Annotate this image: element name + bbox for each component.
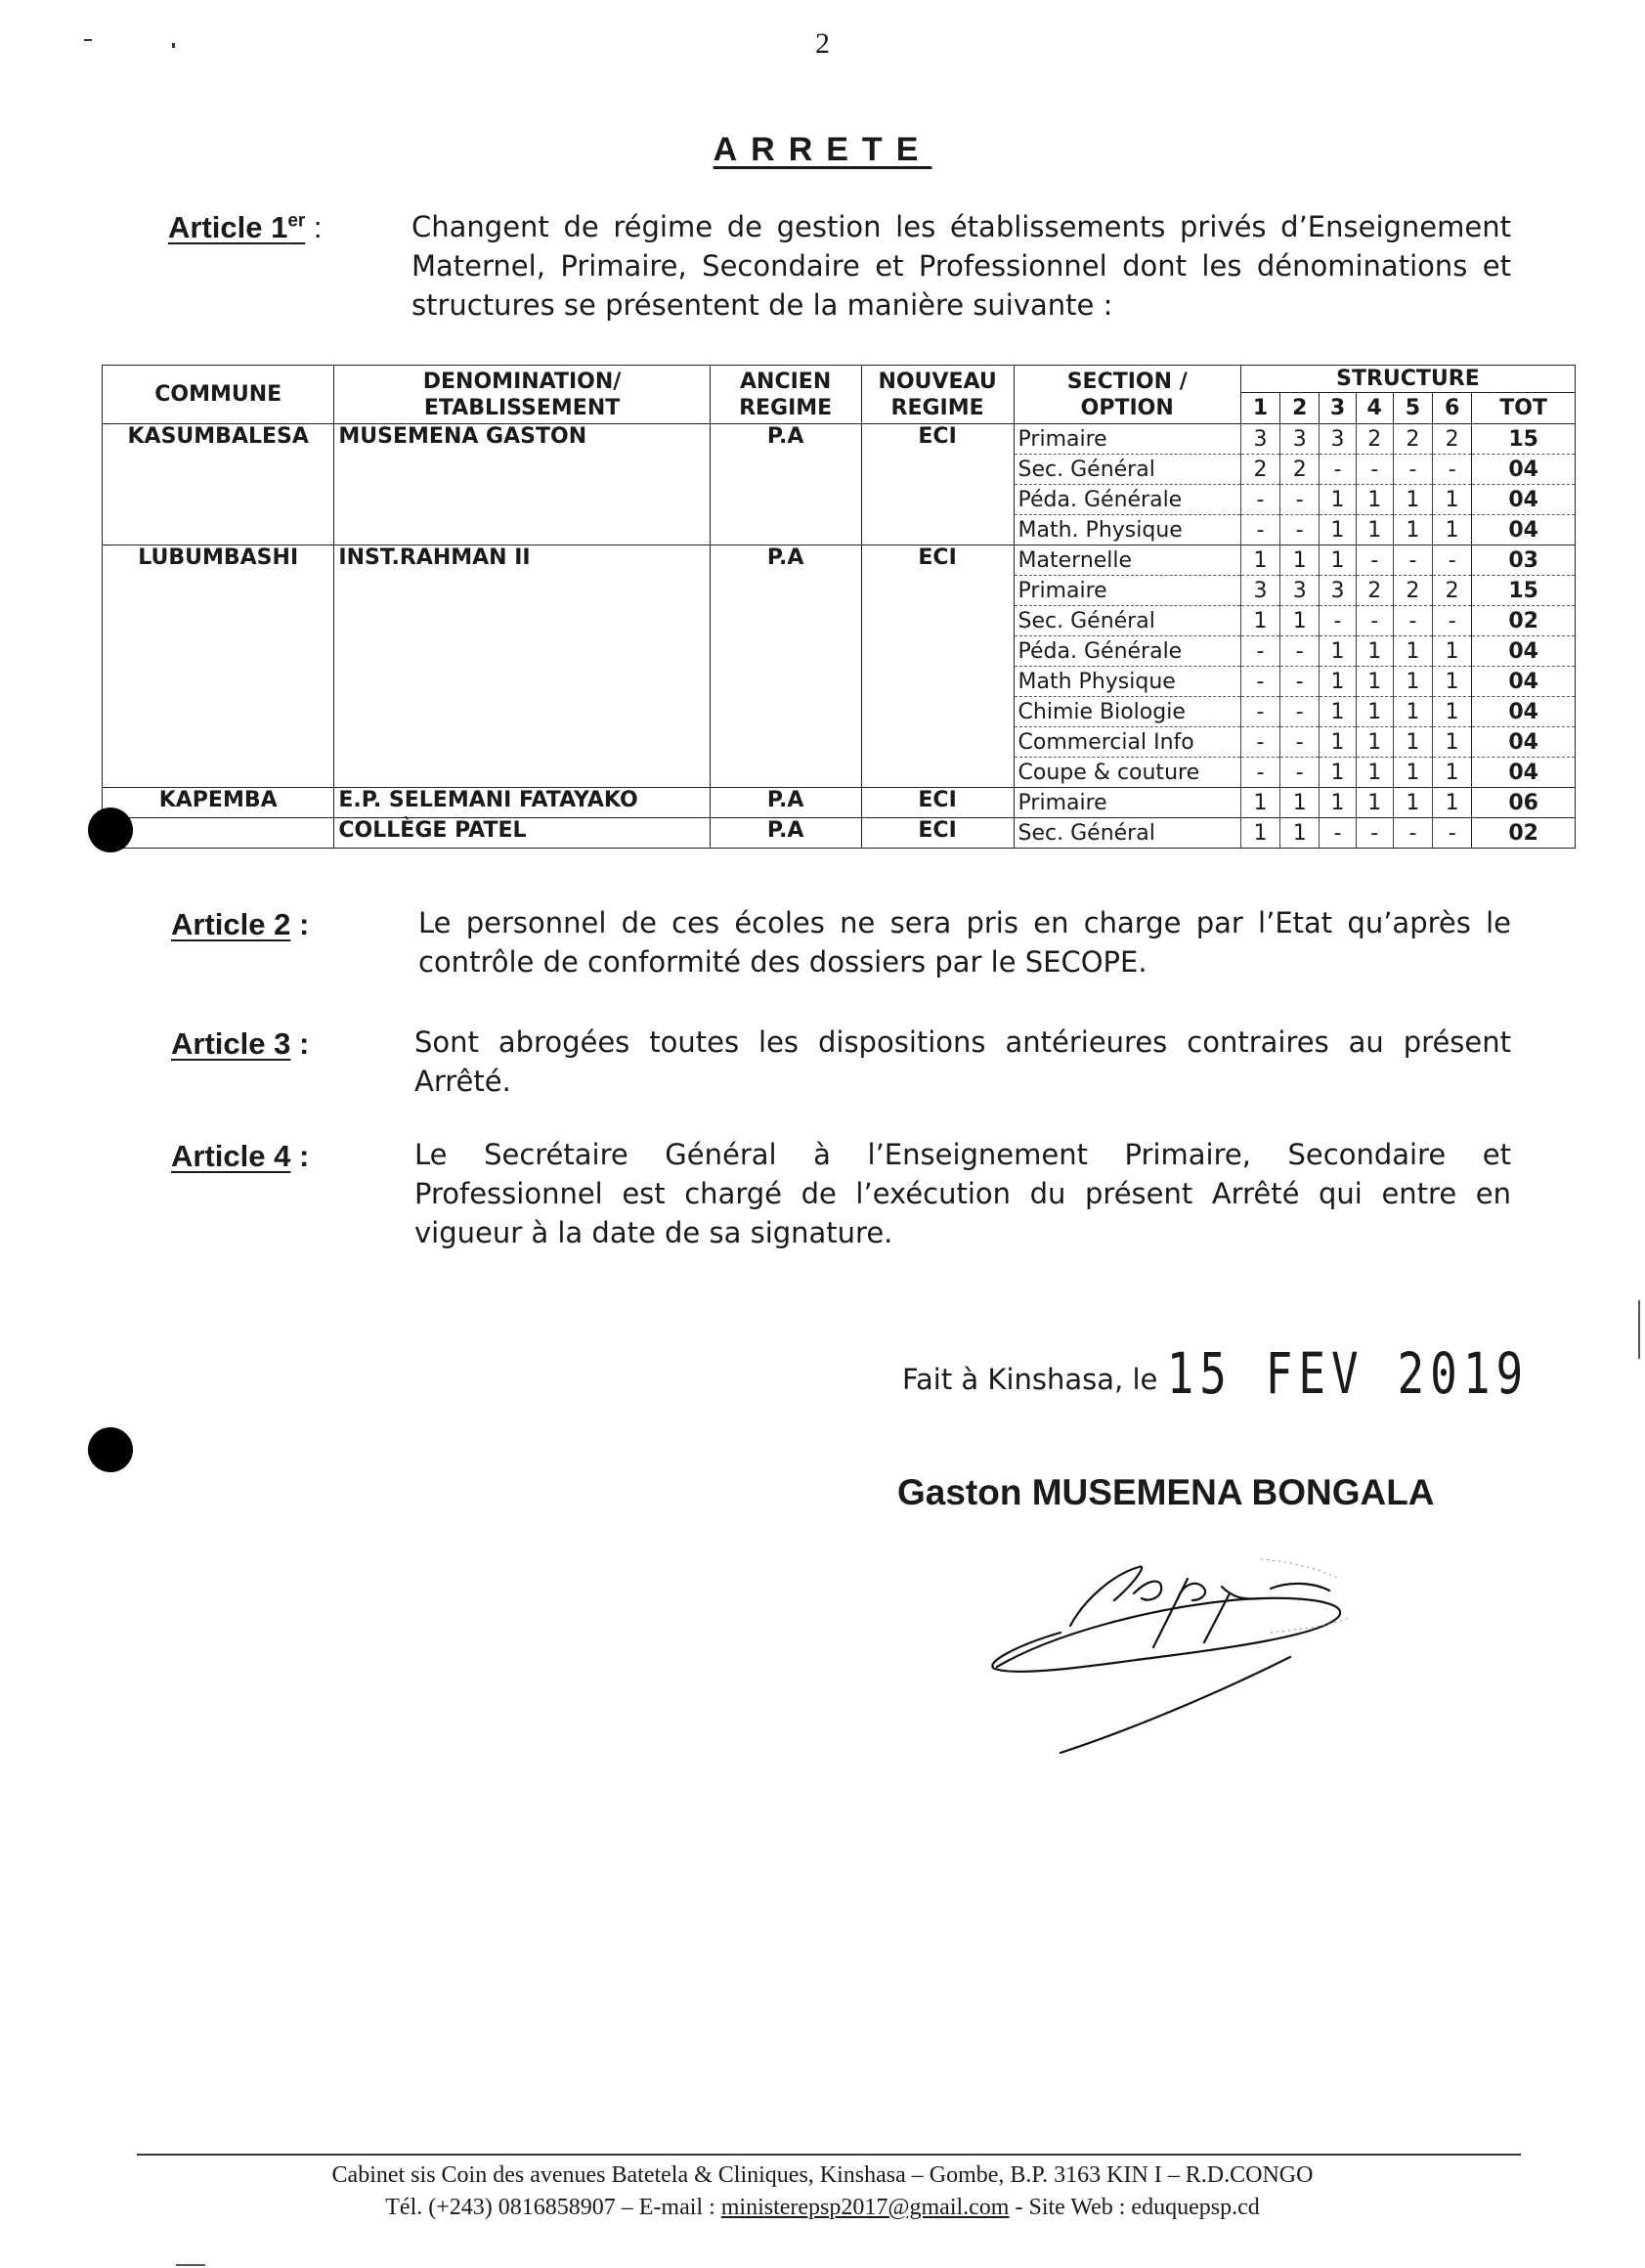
header-level: 4 [1356, 393, 1393, 424]
cell-level-3: 1 [1320, 697, 1356, 727]
cell-level-6: 1 [1433, 758, 1472, 788]
cell-level-6: - [1433, 818, 1472, 849]
cell-level-5: 1 [1393, 727, 1432, 758]
cell-section: Math. Physique [1014, 515, 1240, 545]
place-date [902, 1340, 1530, 1407]
cell-level-2: 1 [1280, 818, 1320, 849]
cell-level-6: 1 [1433, 636, 1472, 667]
cell-level-1: - [1240, 758, 1279, 788]
cell-section: Péda. Générale [1014, 485, 1240, 515]
header-commune: COMMUNE [103, 366, 334, 424]
article-2-label: Article 2 : [171, 907, 310, 941]
cell-level-2: 1 [1280, 606, 1320, 636]
cell-level-5: - [1393, 606, 1432, 636]
cell-level-2: - [1280, 697, 1320, 727]
cell-tot: 02 [1472, 606, 1576, 636]
cell-level-4: 1 [1356, 515, 1393, 545]
cell-level-6: 2 [1433, 576, 1472, 606]
table-row [103, 545, 1576, 576]
header-ancien-regime: ANCIEN REGIME [710, 366, 861, 424]
cell-level-4: 1 [1356, 758, 1393, 788]
cell-level-5: 2 [1393, 576, 1432, 606]
cell-level-3: - [1320, 606, 1356, 636]
article-4-text: Le Secrétaire Général à l’Enseignement Primaire, Secondaire et Professionnel est chargé de l’exécution du présent Arrêté qui entre en vigueur à la date de sa signature. [414, 1138, 1511, 1249]
cell-level-4: 1 [1356, 636, 1393, 667]
cell-section: Péda. Générale [1014, 636, 1240, 667]
cell-level-6: 1 [1433, 667, 1472, 697]
cell-level-5: - [1393, 455, 1432, 485]
cell-section: Maternelle [1014, 545, 1240, 576]
cell-level-1: - [1240, 667, 1279, 697]
table-row [103, 818, 1576, 849]
cell-level-6: 1 [1433, 485, 1472, 515]
cell-level-2: - [1280, 727, 1320, 758]
cell-level-1: - [1240, 727, 1279, 758]
cell-level-3: 1 [1320, 515, 1356, 545]
cell-nouveau-regime: ECI [861, 545, 1014, 788]
cell-level-6: 1 [1433, 697, 1472, 727]
cell-level-2: 2 [1280, 455, 1320, 485]
cell-level-2: 3 [1280, 424, 1320, 455]
cell-level-1: - [1240, 485, 1279, 515]
cell-level-5: 1 [1393, 788, 1432, 818]
cell-level-6: 1 [1433, 727, 1472, 758]
structure-table [102, 365, 1576, 849]
cell-etablissement: E.P. SELEMANI FATAYAKO [334, 788, 710, 818]
cell-level-4: - [1356, 606, 1393, 636]
cell-level-2: - [1280, 758, 1320, 788]
cell-level-2: 1 [1280, 788, 1320, 818]
cell-tot: 02 [1472, 818, 1576, 849]
scan-mark [176, 2264, 205, 2266]
cell-level-1: 1 [1240, 606, 1279, 636]
cell-level-5: - [1393, 818, 1432, 849]
cell-level-2: - [1280, 636, 1320, 667]
cell-level-5: 1 [1393, 758, 1432, 788]
cell-level-1: 1 [1240, 545, 1279, 576]
cell-level-3: 1 [1320, 758, 1356, 788]
cell-tot: 04 [1472, 697, 1576, 727]
cell-tot: 06 [1472, 788, 1576, 818]
cell-level-3: 1 [1320, 485, 1356, 515]
cell-level-4: - [1356, 455, 1393, 485]
header-level: 6 [1433, 393, 1472, 424]
cell-level-1: 3 [1240, 424, 1279, 455]
cell-nouveau-regime: ECI [861, 788, 1014, 818]
header-level: 5 [1393, 393, 1432, 424]
cell-level-4: 2 [1356, 576, 1393, 606]
cell-level-5: 2 [1393, 424, 1432, 455]
cell-tot: 03 [1472, 545, 1576, 576]
cell-level-6: 1 [1433, 788, 1472, 818]
cell-level-5: 1 [1393, 697, 1432, 727]
footer-email-link[interactable]: ministerepsp2017@gmail.com [720, 2195, 1010, 2220]
cell-level-5: - [1393, 545, 1432, 576]
cell-level-6: 1 [1433, 515, 1472, 545]
cell-level-1: - [1240, 697, 1279, 727]
cell-level-6: - [1433, 545, 1472, 576]
header-level: 2 [1280, 393, 1320, 424]
header-tot: TOT [1472, 393, 1576, 424]
cell-section: Chimie Biologie [1014, 697, 1240, 727]
cell-commune: LUBUMBASHI [103, 545, 334, 788]
cell-section: Math Physique [1014, 667, 1240, 697]
cell-level-1: - [1240, 636, 1279, 667]
header-level: 1 [1240, 393, 1279, 424]
article-3-label: Article 3 : [171, 1026, 310, 1061]
cell-level-5: 1 [1393, 636, 1432, 667]
scan-mark [1638, 1300, 1640, 1359]
cell-tot: 15 [1472, 424, 1576, 455]
cell-level-6: 2 [1433, 424, 1472, 455]
cell-level-6: - [1433, 455, 1472, 485]
cell-section: Sec. Général [1014, 455, 1240, 485]
cell-level-3: 1 [1320, 727, 1356, 758]
cell-tot: 04 [1472, 455, 1576, 485]
cell-level-3: - [1320, 818, 1356, 849]
article-1-text: Changent de régime de gestion les établissements privés d’Enseignement Maternel, Primaire, Secondaire et Professionnel dont les dénominations et structures se présentent de la manière suivante : [411, 210, 1511, 322]
cell-level-3: 1 [1320, 636, 1356, 667]
cell-section: Sec. Général [1014, 606, 1240, 636]
cell-section: Primaire [1014, 788, 1240, 818]
cell-level-2: 1 [1280, 545, 1320, 576]
cell-level-4: 1 [1356, 485, 1393, 515]
cell-tot: 04 [1472, 727, 1576, 758]
cell-ancien-regime: P.A [710, 545, 861, 788]
article-2-text: Le personnel de ces écoles ne sera pris en charge par l’Etat qu’après le contrôle de conformité des dossiers par le SECOPE. [418, 906, 1511, 979]
cell-level-1: 1 [1240, 788, 1279, 818]
cell-nouveau-regime: ECI [861, 818, 1014, 849]
cell-tot: 15 [1472, 576, 1576, 606]
cell-commune: KASUMBALESA [103, 424, 334, 545]
cell-tot: 04 [1472, 667, 1576, 697]
header-section-option: SECTION / OPTION [1014, 366, 1240, 424]
cell-level-2: - [1280, 515, 1320, 545]
cell-etablissement: MUSEMENA GASTON [334, 424, 710, 545]
punch-hole [88, 807, 133, 852]
cell-tot: 04 [1472, 485, 1576, 515]
cell-etablissement: COLLÈGE PATEL [334, 818, 710, 849]
cell-level-2: - [1280, 667, 1320, 697]
cell-level-1: 3 [1240, 576, 1279, 606]
cell-section: Sec. Général [1014, 818, 1240, 849]
punch-hole [88, 1427, 133, 1472]
table-row [103, 788, 1576, 818]
cell-level-4: 1 [1356, 697, 1393, 727]
cell-commune: KAPEMBA [103, 788, 334, 818]
cell-etablissement: INST.RAHMAN II [334, 545, 710, 788]
cell-level-4: 1 [1356, 667, 1393, 697]
page-number: 2 [815, 27, 830, 60]
stamp-date: 15 FEV 2019 [1166, 1340, 1530, 1407]
cell-level-4: 1 [1356, 788, 1393, 818]
cell-section: Coupe & couture [1014, 758, 1240, 788]
cell-tot: 04 [1472, 515, 1576, 545]
place-text: Fait à Kinshasa, le [902, 1363, 1158, 1396]
cell-level-3: 1 [1320, 788, 1356, 818]
document-title: ARRETE [713, 131, 932, 168]
cell-level-6: - [1433, 606, 1472, 636]
cell-level-2: 3 [1280, 576, 1320, 606]
cell-level-3: 1 [1320, 667, 1356, 697]
header-denomination: DENOMINATION/ ETABLISSEMENT [334, 366, 710, 424]
cell-level-3: 1 [1320, 545, 1356, 576]
article-1-label: Article 1er : [168, 210, 323, 244]
header-level: 3 [1320, 393, 1356, 424]
signer-name: Gaston MUSEMENA BONGALA [897, 1472, 1435, 1512]
header-structure: STRUCTURE [1240, 366, 1575, 393]
signature [977, 1540, 1368, 1755]
cell-level-5: 1 [1393, 515, 1432, 545]
cell-level-4: - [1356, 545, 1393, 576]
footer-contact: Tél. (+243) 0816858907 – E-mail : ministerepsp2017@gmail.com - Site Web : eduquepsp.cd [385, 2195, 1260, 2220]
cell-level-5: 1 [1393, 667, 1432, 697]
cell-level-5: 1 [1393, 485, 1432, 515]
header-nouveau-regime: NOUVEAU REGIME [861, 366, 1014, 424]
cell-level-1: 2 [1240, 455, 1279, 485]
cell-nouveau-regime: ECI [861, 424, 1014, 545]
cell-level-4: 2 [1356, 424, 1393, 455]
cell-level-4: 1 [1356, 727, 1393, 758]
footer-rule [137, 2154, 1521, 2156]
footer-address: Cabinet sis Coin des avenues Batetela & Cliniques, Kinshasa – Gombe, B.P. 3163 KIN I – R.D.CONGO [331, 2162, 1314, 2188]
cell-tot: 04 [1472, 636, 1576, 667]
cell-level-3: 3 [1320, 424, 1356, 455]
article-3-text: Sont abrogées toutes les dispositions antérieures contraires au présent Arrêté. [414, 1025, 1511, 1098]
article-4-label: Article 4 : [171, 1139, 310, 1173]
cell-commune [103, 818, 334, 849]
table-row [103, 424, 1576, 455]
table-body [103, 424, 1576, 849]
cell-tot: 04 [1472, 758, 1576, 788]
cell-level-4: - [1356, 818, 1393, 849]
cell-level-1: 1 [1240, 818, 1279, 849]
cell-ancien-regime: P.A [710, 424, 861, 545]
cell-ancien-regime: P.A [710, 788, 861, 818]
cell-ancien-regime: P.A [710, 818, 861, 849]
cell-level-3: - [1320, 455, 1356, 485]
cell-section: Commercial Info [1014, 727, 1240, 758]
cell-section: Primaire [1014, 576, 1240, 606]
cell-level-2: - [1280, 485, 1320, 515]
cell-level-3: 3 [1320, 576, 1356, 606]
cell-section: Primaire [1014, 424, 1240, 455]
cell-level-1: - [1240, 515, 1279, 545]
